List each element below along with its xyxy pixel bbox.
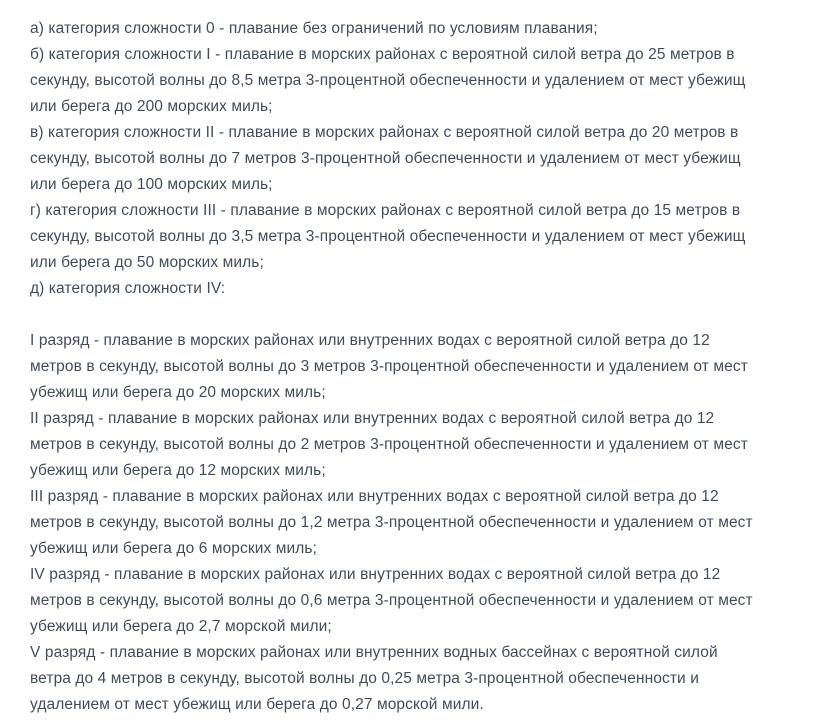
text-line: убежищ или берега до 2,7 морской мили; bbox=[30, 618, 332, 635]
text-line: убежищ или берега до 12 морских миль; bbox=[30, 462, 326, 479]
paragraph-category-0 bbox=[30, 16, 800, 42]
text-line: а) категория сложности 0 - плавание без ограничений по условиям плавания; bbox=[30, 20, 598, 37]
text-line: убежищ или берега до 6 морских миль; bbox=[30, 540, 318, 557]
text-line: секунду, высотой волны до 7 метров 3-процентной обеспеченности и удалением от мест убежищ bbox=[30, 150, 741, 167]
text-line: ветра до 4 метров в секунду, высотой волны до 0,25 метра 3-процентной обеспеченности и bbox=[30, 670, 699, 687]
text-line: или берега до 100 морских миль; bbox=[30, 176, 273, 193]
text-line: секунду, высотой волны до 3,5 метра 3-процентной обеспеченности и удалением от мест убежищ bbox=[30, 228, 746, 245]
text-line: метров в секунду, высотой волны до 2 метров 3-процентной обеспеченности и удалением от мест bbox=[30, 436, 748, 453]
text-line: удалением от мест убежищ или берега до 0,27 морской мили. bbox=[30, 696, 484, 713]
paragraph-razryad-II bbox=[30, 406, 800, 484]
text-line: III разряд - плавание в морских районах или внутренних водах с вероятной силой ветра до 12 bbox=[30, 488, 719, 505]
text-line: II разряд - плавание в морских районах или внутренних водах с вероятной силой ветра до 12 bbox=[30, 410, 715, 427]
paragraph-razryad-III bbox=[30, 484, 800, 562]
paragraph-razryad-IV bbox=[30, 562, 800, 640]
text-line: б) категория сложности I - плавание в морских районах с вероятной силой ветра до 25 метров в bbox=[30, 46, 735, 63]
paragraph-category-III bbox=[30, 198, 800, 276]
text-line: в) категория сложности II - плавание в морских районах с вероятной силой ветра до 20 метров в bbox=[30, 124, 739, 141]
text-line: метров в секунду, высотой волны до 1,2 метра 3-процентной обеспеченности и удалением от мест bbox=[30, 514, 753, 531]
text-line: I разряд - плавание в морских районах или внутренних водах с вероятной силой ветра до 12 bbox=[30, 332, 710, 349]
text-line: г) категория сложности III - плавание в морских районах с вероятной силой ветра до 15 метров в bbox=[30, 202, 741, 219]
paragraph-category-I bbox=[30, 42, 800, 120]
text-line: или берега до 200 морских миль; bbox=[30, 98, 273, 115]
text-line: IV разряд - плавание в морских районах или внутренних водах с вероятной силой ветра до 12 bbox=[30, 566, 721, 583]
paragraph-category-IV bbox=[30, 276, 800, 302]
text-line: или берега до 50 морских миль; bbox=[30, 254, 264, 271]
paragraph-category-II bbox=[30, 120, 800, 198]
paragraph-razryad-I bbox=[30, 328, 800, 406]
text-line: V разряд - плавание в морских районах или внутренних водных бассейнах с вероятной силой bbox=[30, 644, 718, 661]
text-line: д) категория сложности IV: bbox=[30, 280, 226, 297]
text-line: метров в секунду, высотой волны до 3 метров 3-процентной обеспеченности и удалением от мест bbox=[30, 358, 748, 375]
paragraph-razryad-V bbox=[30, 640, 800, 718]
text-line: убежищ или берега до 20 морских миль; bbox=[30, 384, 326, 401]
text-line: секунду, высотой волны до 8,5 метра 3-процентной обеспеченности и удалением от мест убежищ bbox=[30, 72, 746, 89]
text-line: метров в секунду, высотой волны до 0,6 метра 3-процентной обеспеченности и удалением от мест bbox=[30, 592, 753, 609]
blank-line-separator bbox=[30, 302, 800, 328]
